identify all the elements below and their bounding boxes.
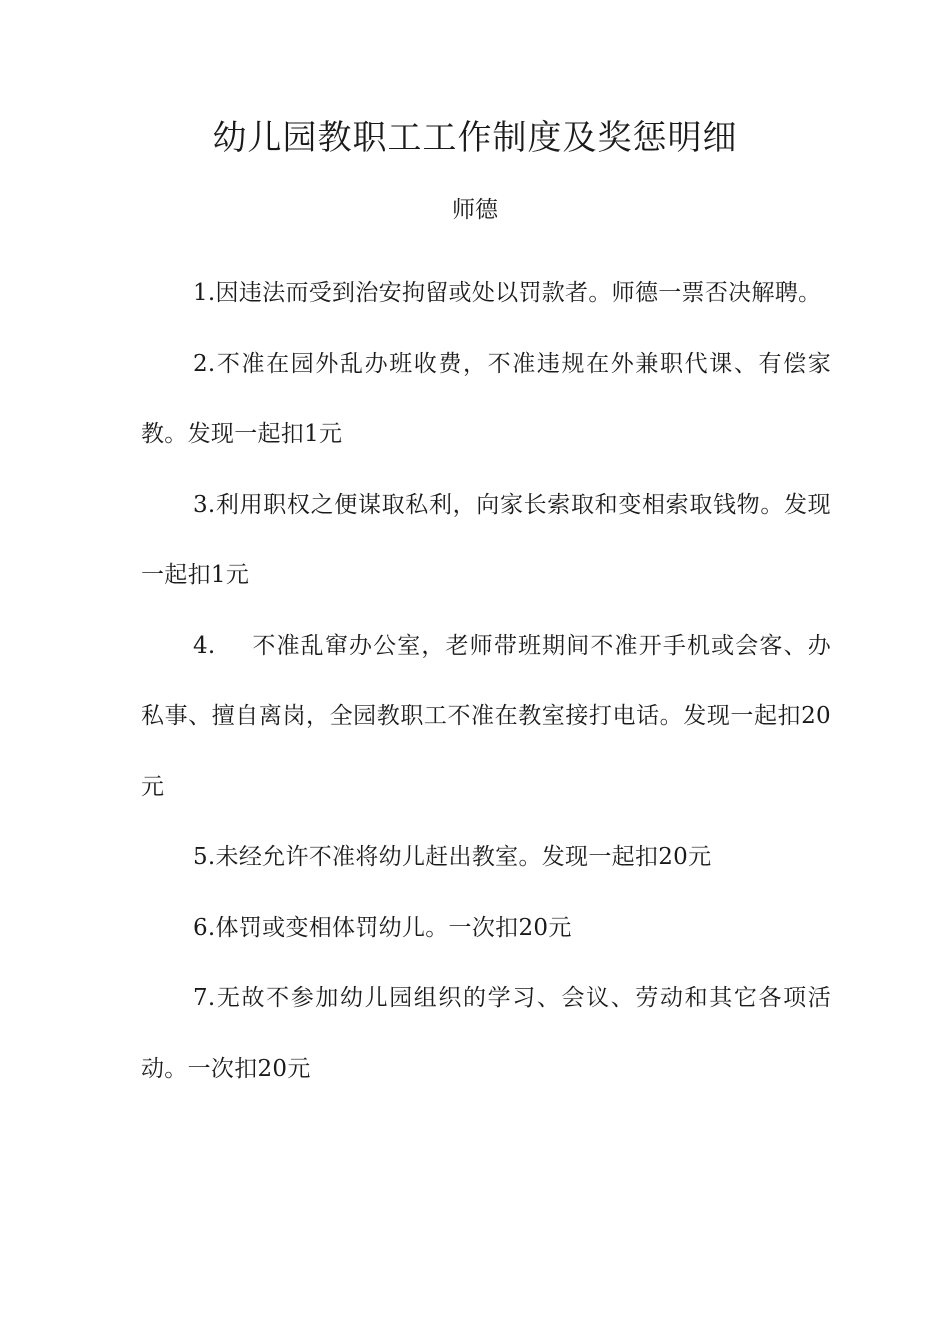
rule-text: 因违法而受到治安拘留或处以罚款者。师德一票否决解聘。	[215, 280, 822, 306]
rule-text: 无故不参加幼儿园组织的学习、会议、劳动和其它各项活动。一次扣20元	[141, 985, 831, 1082]
rule-item	[141, 329, 831, 470]
rule-number: 2.	[193, 350, 216, 377]
document-title: 幼儿园教职工工作制度及奖惩明细	[212, 118, 738, 158]
rule-number: 4.	[193, 632, 216, 659]
rule-number: 1.	[193, 280, 216, 306]
rule-text: 不准乱窜办公室，老师带班期间不准开手机或会客、办私事、擅自离岗，全园教职工不准在教室接打电话。发现一起扣20元	[141, 632, 831, 800]
rule-text: 体罚或变相体罚幼儿。一次扣20元	[215, 914, 572, 941]
section-heading: 师德	[452, 197, 498, 223]
rule-item	[141, 470, 831, 611]
rule-text: 未经允许不准将幼儿赶出教室。发现一起扣20元	[215, 844, 712, 870]
rule-text: 利用职权之便谋取私利，向家长索取和变相索取钱物。发现一起扣1元	[141, 491, 831, 588]
rule-number: 6.	[193, 914, 216, 941]
rule-text: 不准在园外乱办班收费，不准违规在外兼职代课、有偿家教。发现一起扣1元	[141, 350, 831, 447]
rule-item	[141, 822, 831, 893]
rule-item	[141, 963, 831, 1104]
rule-item	[141, 258, 831, 329]
rule-item	[141, 893, 831, 964]
rule-item	[141, 611, 831, 823]
rules-list	[141, 258, 831, 1104]
rule-number: 3.	[193, 491, 216, 518]
rule-number: 5.	[193, 844, 216, 870]
rule-number: 7.	[193, 985, 216, 1011]
